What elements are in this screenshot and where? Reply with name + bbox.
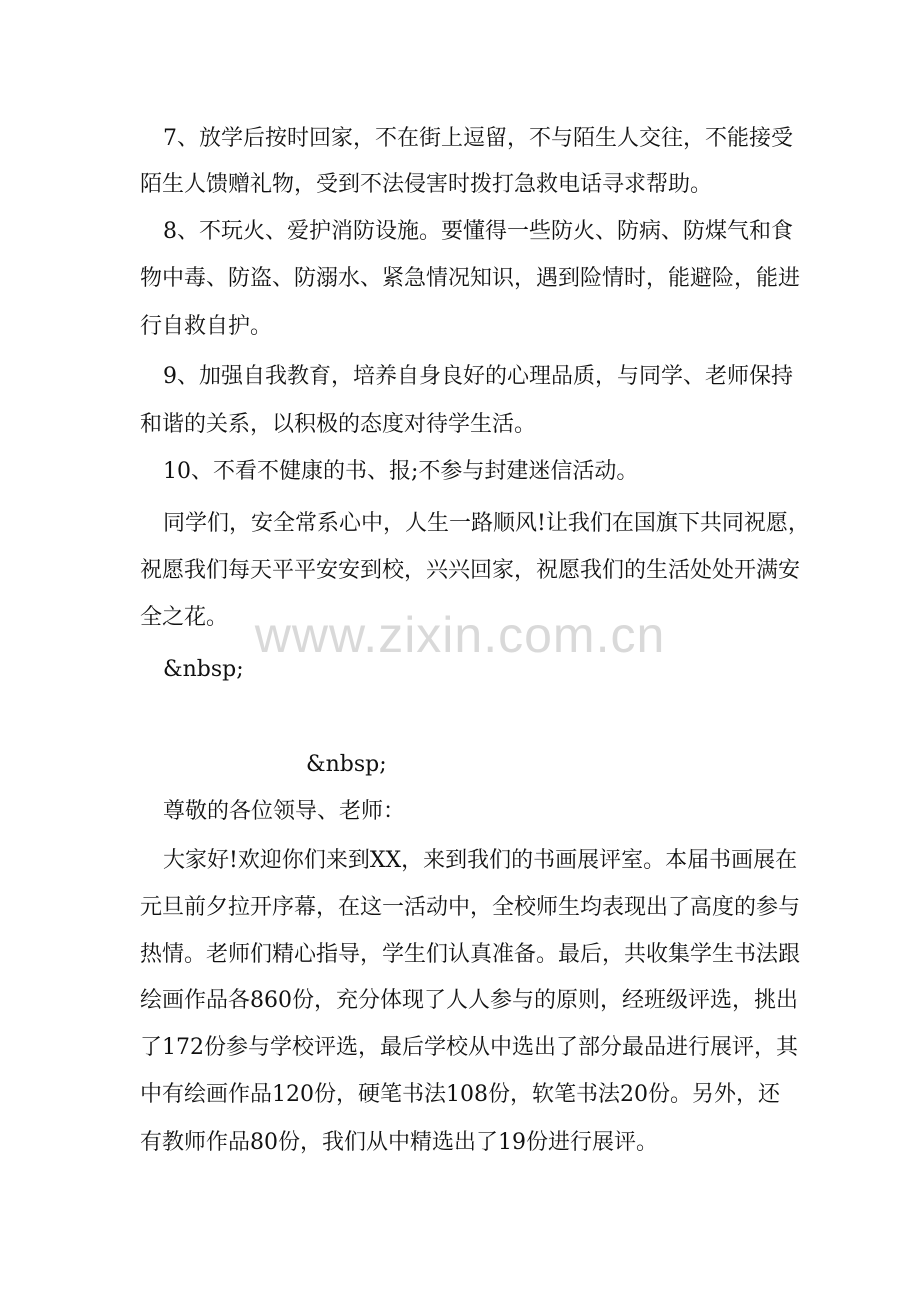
line-text: &nbsp; [163, 657, 244, 682]
line-text: 有教师作品80份，我们从中精选出了19份进行展评。 [140, 1130, 658, 1155]
line-text: 行自救自护。 [140, 314, 273, 339]
line-text: 10、不看不健康的书、报;不参与封建迷信活动。 [163, 459, 639, 484]
line-text: 8、不玩火、爱护消防设施。要懂得一些防火、防病、防煤气和食 [163, 219, 793, 244]
watermark: www.zixin.com.cn [254, 607, 666, 663]
line-text: 陌生人馈赠礼物，受到不法侵害时拨打急救电话寻求帮助。 [140, 172, 713, 197]
line-text: 全之花。 [140, 605, 229, 630]
line-text: 9、加强自我教育，培养自身良好的心理品质，与同学、老师保持 [163, 364, 793, 389]
line-text: 了172份参与学校评选，最后学校从中选出了部分最品进行展评，其 [140, 1035, 798, 1060]
line-text: 同学们，安全常系心中，人生一路顺风!让我们在国旗下共同祝愿， [163, 511, 810, 536]
line-text: 和谐的关系，以积极的态度对待学生活。 [140, 412, 537, 437]
line-text: 大家好!欢迎你们来到XX，来到我们的书画展评室。本届书画展在 [163, 848, 798, 873]
line-text: 元旦前夕拉开序幕，在这一活动中，全校师生均表现出了高度的参与 [140, 895, 801, 920]
line-text: 祝愿我们每天平平安安到校，兴兴回家，祝愿我们的生活处处开满安 [140, 558, 801, 583]
line-text: 7、放学后按时回家，不在街上逗留，不与陌生人交往，不能接受 [163, 126, 793, 151]
line-text: 物中毒、防盗、防溺水、紧急情况知识，遇到险情时，能避险，能进 [140, 266, 801, 291]
line-text: 热情。老师们精心指导，学生们认真准备。最后，共收集学生书法跟 [140, 942, 801, 967]
line-text: 尊敬的各位领导、老师： [163, 799, 406, 824]
line-text: 中有绘画作品120份，硬笔书法108份，软笔书法20份。另外，还 [140, 1082, 780, 1107]
line-text: 绘画作品各860份，充分体现了人人参与的原则，经班级评选，挑出 [140, 988, 798, 1013]
line-text: &nbsp; [306, 752, 387, 777]
